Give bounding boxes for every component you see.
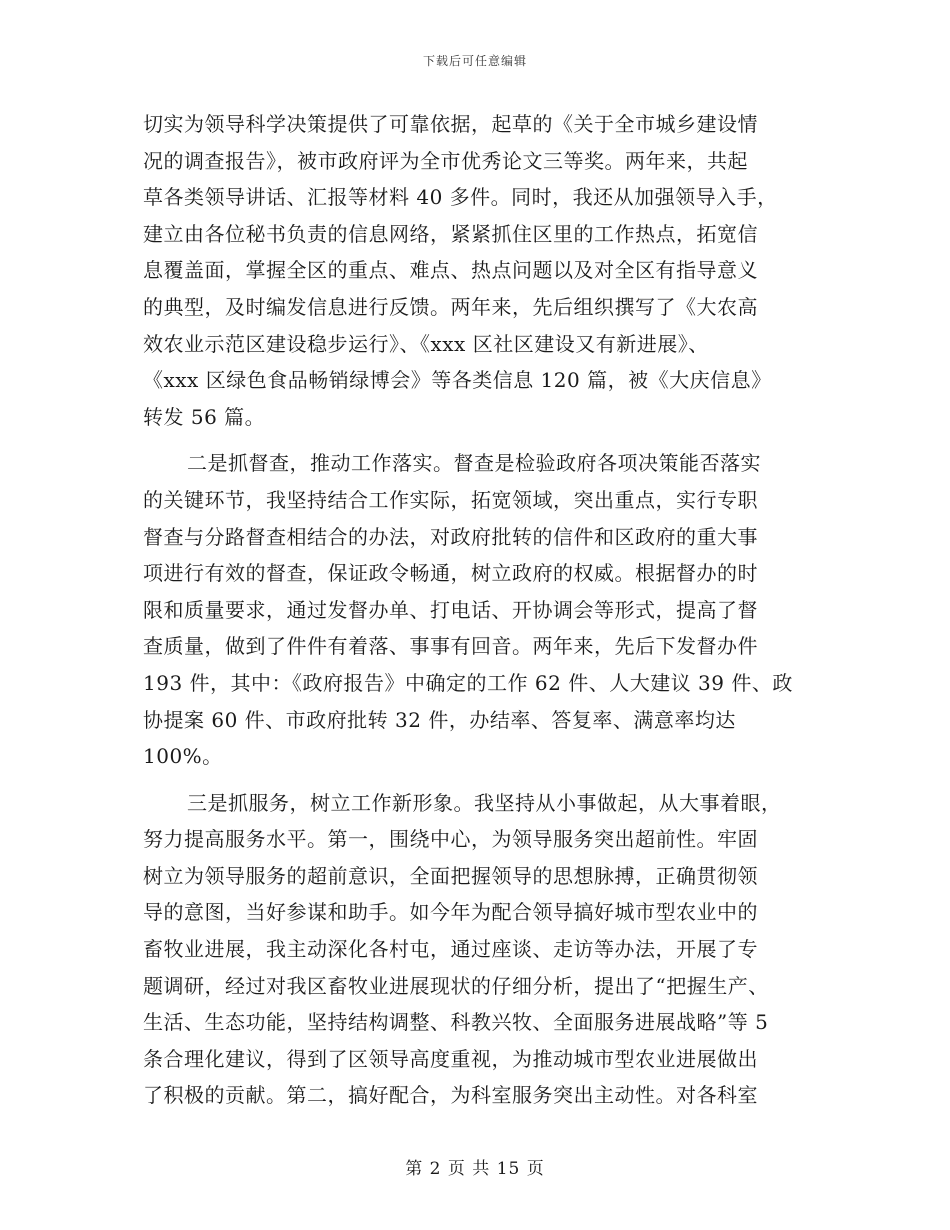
text-line: 效农业示范区建设稳步运行》、《xxx 区社区建设又有新进展》、	[143, 331, 709, 356]
text-line: 193 件，其中：《政府报告》中确定的工作 62 件、人大建议 39 件、政	[143, 670, 793, 695]
page-number-footer: 第 2 页 共 15 页	[405, 1159, 545, 1179]
text-line: 协提案 60 件、市政府批转 32 件，办结率、答复率、满意率均达	[143, 707, 736, 732]
text-line: 建立由各位秘书负责的信息网络，紧紧抓住区里的工作热点，拓宽信	[143, 221, 758, 246]
paragraph-1	[143, 106, 813, 435]
text-line: 况的调查报告》，被市政府评为全市优秀论文三等奖。两年来，共起	[143, 148, 748, 173]
page-header: 下载后可任意编辑	[422, 54, 527, 68]
text-line: 项进行有效的督查，保证政令畅通，树立政府的权威。根据督办的时	[143, 561, 758, 586]
text-line: 三是抓服务，树立工作新形象。我坚持从小事做起，从大事着眼，	[187, 790, 782, 815]
text-line: 导的意图，当好参谋和助手。如今年为配合领导搞好城市型农业中的	[143, 900, 758, 925]
text-line: 条合理化建议，得到了区领导高度重视，为推动城市型农业进展做出	[143, 1046, 758, 1071]
text-line: 督查与分路督查相结合的办法，对政府批转的信件和区政府的重大事	[143, 524, 758, 549]
text-line: 了积极的贡献。第二，搞好配合，为科室服务突出主动性。对各科室	[143, 1083, 758, 1108]
text-line: 努力提高服务水平。第一，围绕中心，为领导服务突出超前性。牢固	[143, 827, 758, 852]
text-line: 切实为领导科学决策提供了可靠依据，起草的《关于全市城乡建设情	[143, 112, 758, 136]
text-line: 息覆盖面，掌握全区的重点、难点、热点问题以及对全区有指导意义	[143, 258, 758, 283]
text-line: 树立为领导服务的超前意识，全面把握领导的思想脉搏，正确贯彻领	[143, 863, 758, 888]
paragraph-2	[143, 445, 813, 774]
text-line: 二是抓督查，推动工作落实。督查是检验政府各项决策能否落实	[187, 451, 761, 476]
text-line: 100%。	[143, 744, 223, 769]
text-line: 的关键环节，我坚持结合工作实际，拓宽领域，突出重点，实行专职	[143, 487, 758, 512]
text-line: 生活、生态功能，坚持结构调整、科教兴牧、全面服务进展战略”等 5	[143, 1010, 769, 1035]
text-line: 查质量，做到了件件有着落、事事有回音。两年来，先后下发督办件	[143, 634, 758, 659]
text-line: 《xxx 区绿色食品畅销绿博会》等各类信息 120 篇，被《大庆信息》	[143, 368, 772, 393]
text-line: 限和质量要求，通过发督办单、打电话、开协调会等形式，提高了督	[143, 597, 758, 622]
text-line: 题调研，经过对我区畜牧业进展现状的仔细分析，提出了“把握生产、	[143, 973, 769, 998]
document-body	[143, 106, 813, 1114]
text-line: 畜牧业进展，我主动深化各村屯，通过座谈、走访等办法，开展了专	[143, 937, 758, 962]
paragraph-3	[143, 785, 813, 1114]
text-line: 的典型，及时编发信息进行反馈。两年来，先后组织撰写了《大农高	[143, 294, 758, 319]
text-line: 草各类领导讲话、汇报等材料 40 多件。同时，我还从加强领导入手，	[143, 185, 778, 210]
text-line: 转发 56 篇。	[143, 404, 266, 429]
